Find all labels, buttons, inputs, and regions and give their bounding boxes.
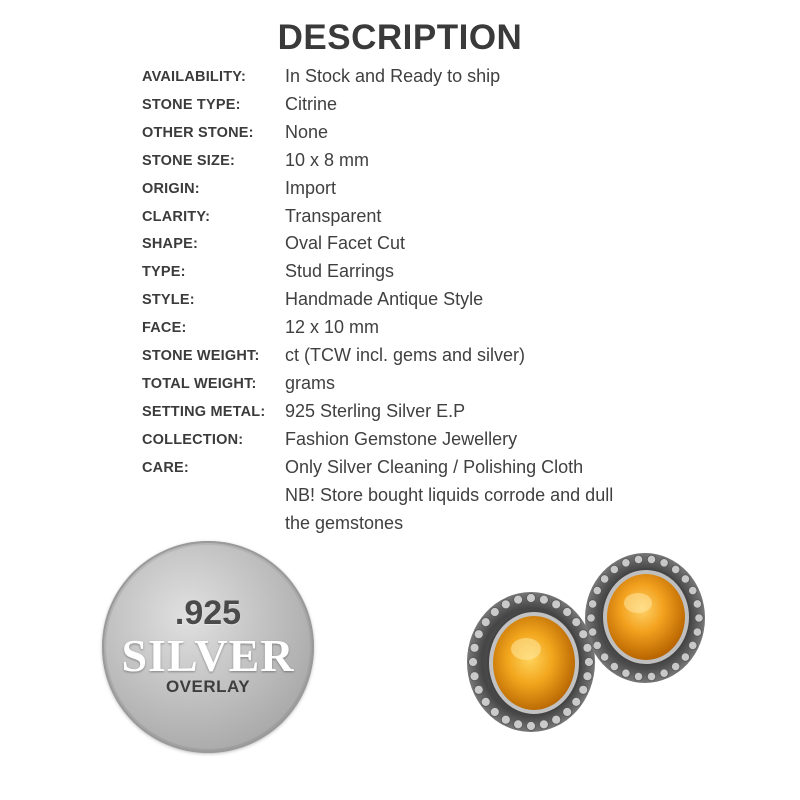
spec-value-line: In Stock and Ready to ship — [285, 66, 501, 86]
bead — [689, 586, 697, 594]
bead — [689, 641, 697, 649]
spec-value — [285, 342, 525, 370]
bead — [481, 618, 490, 627]
spec-value-line: Fashion Gemstone Jewellery — [285, 428, 518, 449]
spec-value — [285, 426, 517, 454]
spec-label: CARE: — [142, 459, 189, 476]
bead — [552, 715, 561, 724]
bead — [469, 658, 478, 667]
bead — [470, 643, 479, 652]
bead — [583, 643, 592, 652]
spec-label: STONE WEIGHT: — [142, 348, 260, 365]
spec-label: SETTING METAL: — [142, 403, 266, 420]
badge-subtitle: OVERLAY — [165, 677, 251, 696]
bead — [490, 708, 499, 717]
spec-value-line: Import — [285, 177, 337, 198]
bead — [539, 720, 548, 729]
bead — [563, 608, 572, 617]
spec-list — [142, 63, 702, 537]
bead — [514, 595, 523, 604]
bead — [622, 669, 630, 677]
spec-row — [142, 286, 702, 314]
bead — [572, 618, 581, 627]
bead — [527, 722, 536, 731]
spec-label: CLARITY: — [142, 208, 211, 225]
bead — [600, 653, 608, 661]
bead — [490, 608, 499, 617]
spec-row — [142, 258, 702, 286]
bead — [474, 630, 483, 639]
bead — [527, 594, 536, 603]
bead — [647, 555, 655, 563]
badge-word: SILVER — [121, 630, 295, 681]
bead — [501, 715, 510, 724]
spec-value-line: Stud Earrings — [285, 261, 395, 282]
spec-value — [285, 286, 483, 314]
spec-value — [285, 119, 328, 147]
spec-label: ORIGIN: — [142, 180, 200, 197]
spec-label: TOTAL WEIGHT: — [142, 375, 257, 392]
spec-value — [285, 258, 394, 286]
spec-row — [142, 91, 702, 119]
spec-value — [285, 314, 379, 342]
bead — [693, 628, 701, 636]
spec-value-line: ct (TCW incl. gems and silver) — [285, 345, 526, 366]
bead — [474, 685, 483, 694]
spec-row — [142, 398, 702, 426]
spec-value — [285, 370, 335, 398]
bead — [552, 600, 561, 609]
bead — [470, 672, 479, 681]
spec-row — [142, 342, 702, 370]
spec-row — [142, 230, 702, 258]
bead — [563, 708, 572, 717]
spec-value-line: 925 Sterling Silver E.P — [285, 400, 466, 421]
spec-value-line: 12 x 10 mm — [285, 317, 380, 338]
bead — [514, 720, 523, 729]
bead — [693, 600, 701, 608]
bead — [610, 565, 618, 573]
spec-label: STONE SIZE: — [142, 152, 235, 169]
spec-value-line: Handmade Antique Style — [285, 289, 484, 310]
spec-label: SHAPE: — [142, 236, 198, 253]
bead — [600, 575, 608, 583]
spec-value — [285, 147, 369, 175]
spec-value-line: grams — [285, 372, 336, 393]
bead — [647, 672, 655, 680]
bead — [501, 600, 510, 609]
bead — [695, 614, 703, 622]
bead — [660, 559, 668, 567]
bead — [672, 565, 680, 573]
spec-value-line: 10 x 8 mm — [285, 149, 370, 170]
spec-label: OTHER STONE: — [142, 124, 254, 141]
bead — [481, 697, 490, 706]
spec-label: TYPE: — [142, 264, 186, 281]
bead — [634, 555, 642, 563]
spec-row — [142, 203, 702, 231]
bead — [579, 630, 588, 639]
spec-label: FACE: — [142, 320, 187, 337]
spec-row — [142, 426, 702, 454]
bead — [681, 653, 689, 661]
spec-row — [142, 454, 702, 538]
bead — [660, 669, 668, 677]
spec-value — [285, 63, 500, 91]
bead — [610, 662, 618, 670]
spec-row — [142, 63, 702, 91]
badge-number: .925 — [174, 594, 242, 632]
earring-front-image — [462, 587, 600, 737]
spec-value — [285, 91, 337, 119]
spec-value — [285, 454, 613, 538]
spec-value-line: NB! Store bought liquids corrode and dull — [285, 484, 614, 505]
bead — [572, 697, 581, 706]
bead — [634, 672, 642, 680]
page-title: DESCRIPTION — [277, 18, 523, 57]
spec-value — [285, 175, 336, 203]
spec-value-line: None — [285, 121, 329, 142]
spec-value-line: Citrine — [285, 93, 338, 114]
bead — [579, 685, 588, 694]
spec-value-line: Only Silver Cleaning / Polishing Cloth — [285, 456, 584, 477]
spec-row — [142, 370, 702, 398]
spec-value-line: Transparent — [285, 205, 382, 226]
bead — [622, 559, 630, 567]
spec-value — [285, 203, 381, 231]
spec-value-line: Oval Facet Cut — [285, 233, 406, 254]
spec-label: STYLE: — [142, 292, 195, 309]
bead — [681, 575, 689, 583]
spec-row — [142, 119, 702, 147]
bead — [585, 658, 594, 667]
spec-row — [142, 175, 702, 203]
bead — [583, 672, 592, 681]
spec-label: STONE TYPE: — [142, 96, 241, 113]
bead — [539, 595, 548, 604]
silver-overlay-badge — [102, 541, 314, 753]
spec-value — [285, 398, 465, 426]
spec-value — [285, 230, 405, 258]
bead — [672, 662, 680, 670]
spec-row — [142, 147, 702, 175]
spec-label: COLLECTION: — [142, 431, 244, 448]
spec-value-line: the gemstones — [285, 512, 404, 533]
spec-row — [142, 314, 702, 342]
spec-label: AVAILABILITY: — [142, 69, 247, 85]
